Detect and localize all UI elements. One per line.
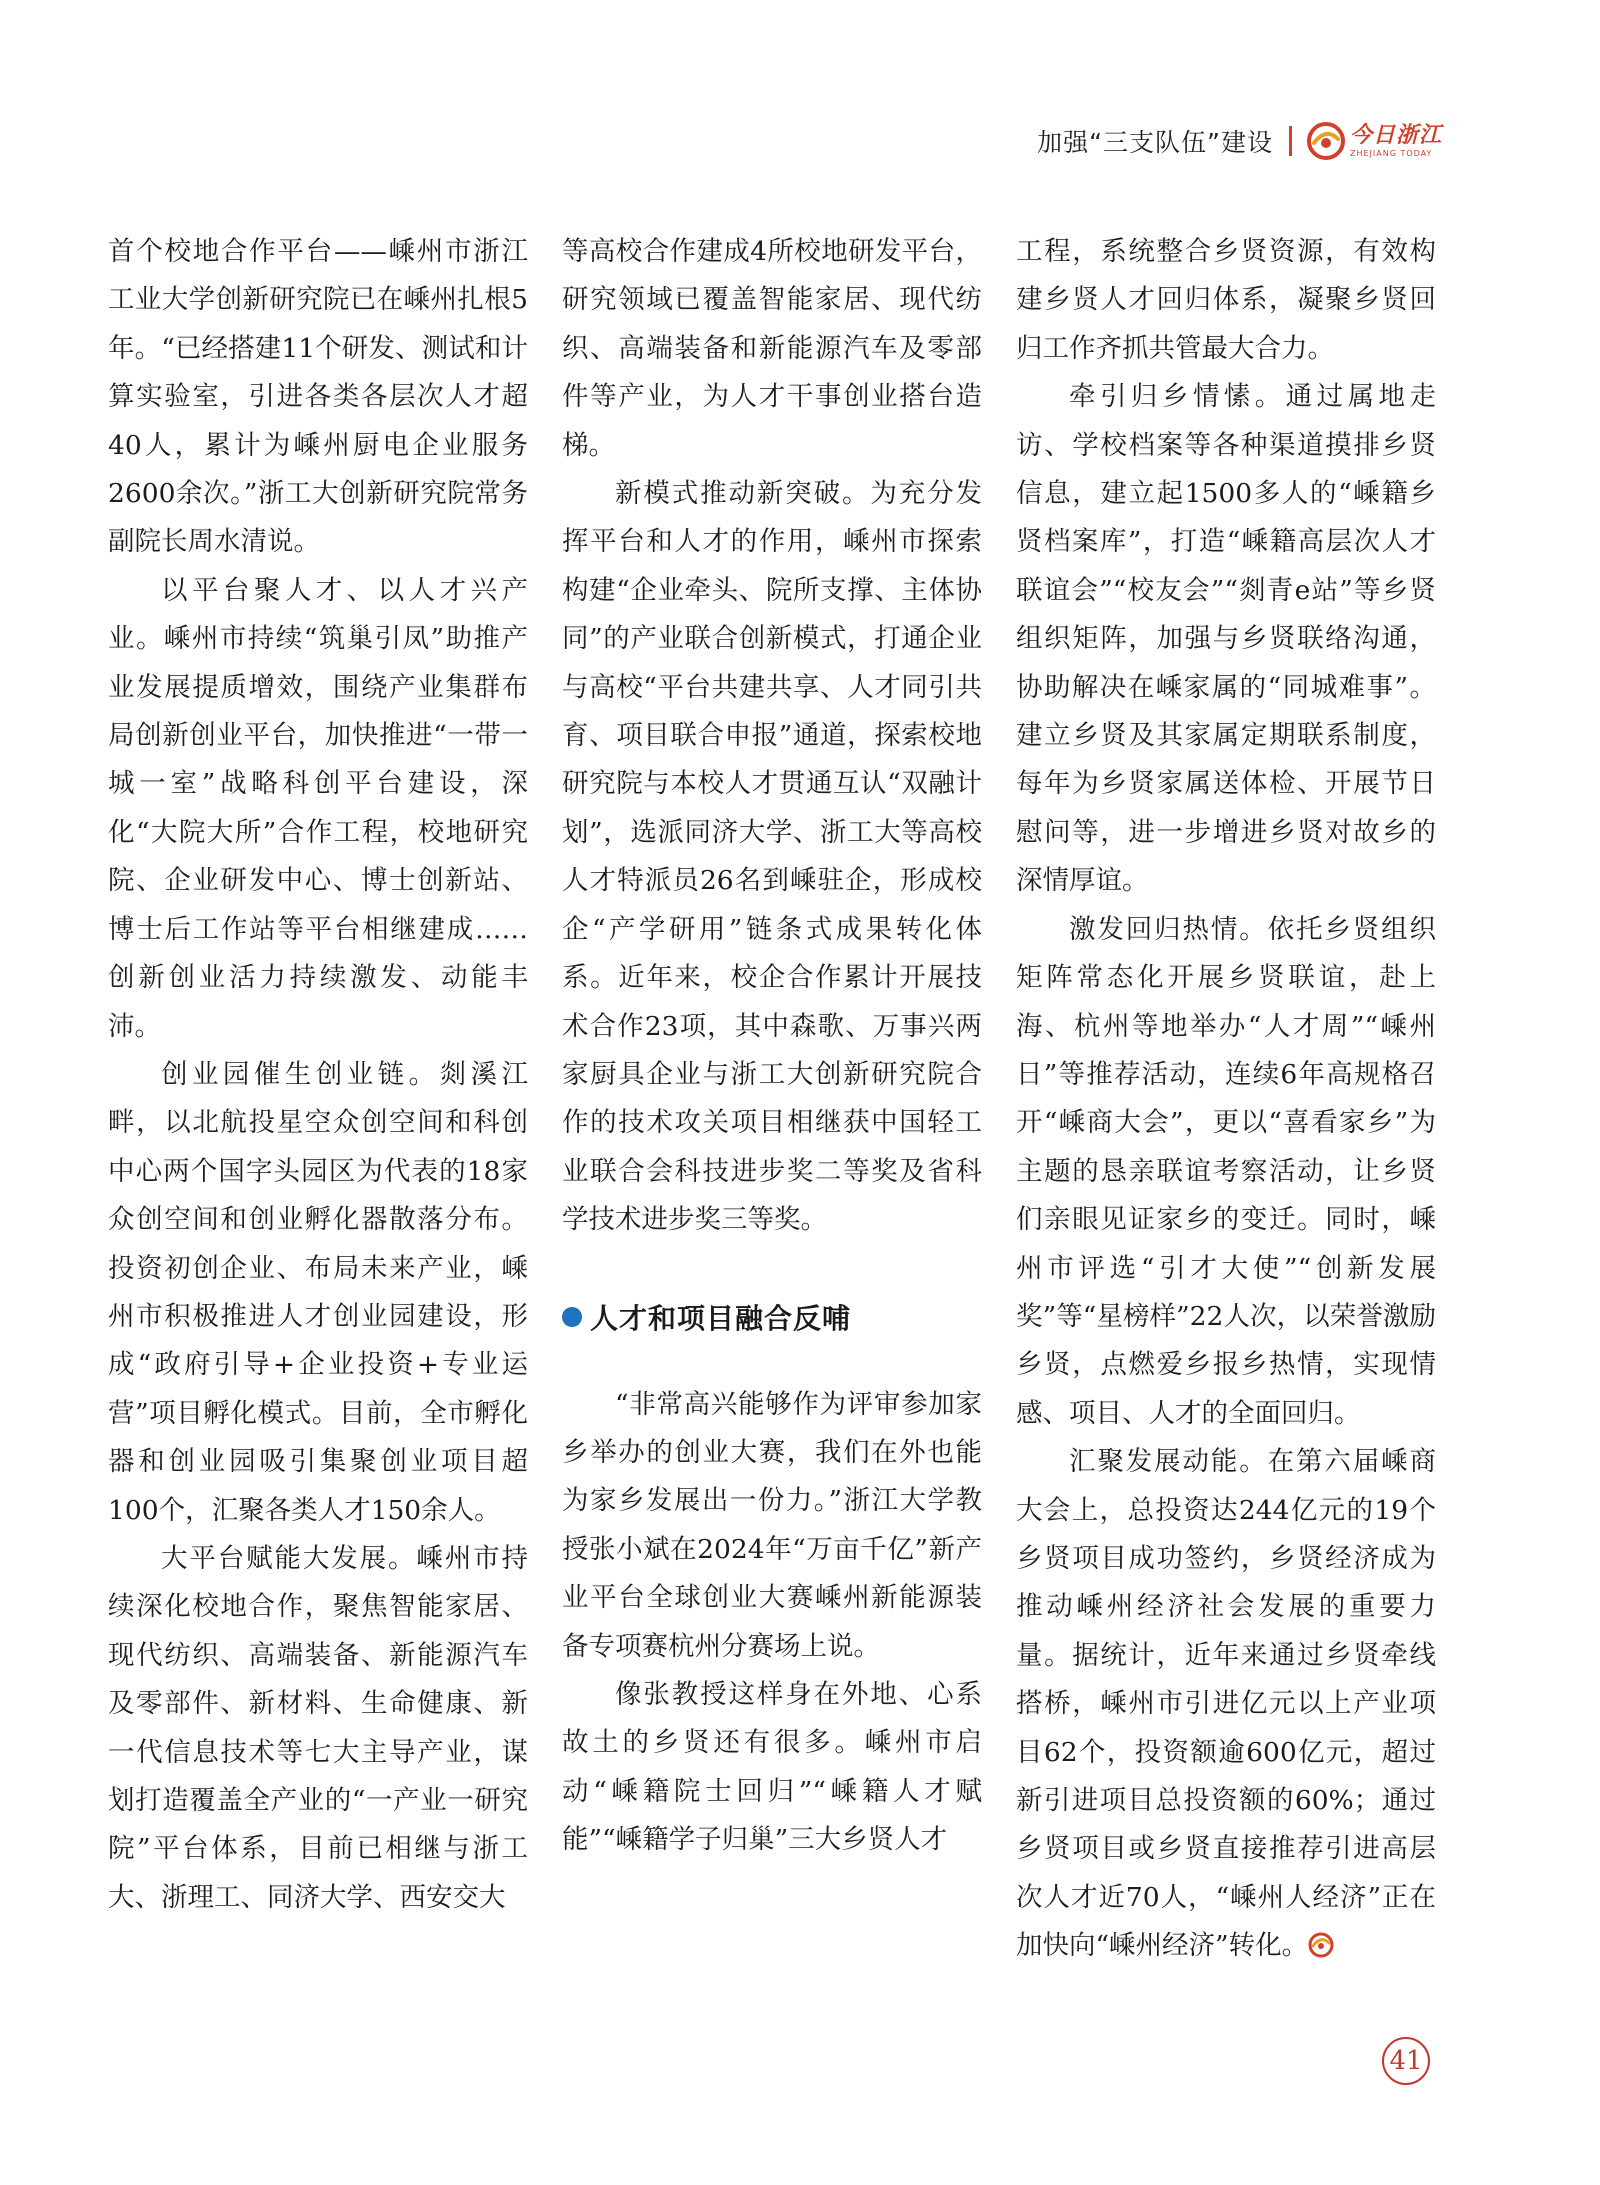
- paragraph: 以平台聚人才、以人才兴产业。嵊州市持续“筑巢引凤”助推产业发展提质增效，围绕产业集群布局创新创业平台，加快推进“一带一城一室”战略科创平台建设，深化“大院大所”合作工程，校地研究院、企业研发中心、博士创新站、博士后工作站等平台相继建成……创新创业活力持续激发、动能丰沛。: [108, 574, 528, 1042]
- column-2: [562, 228, 982, 1865]
- section-heading-text: 人才和项目融合反哺: [590, 1301, 852, 1335]
- paragraph: 等高校合作建成4所校地研发平台，研究领域已覆盖智能家居、现代纺织、高端装备和新能源汽车及零部件等产业，为人才干事创业搭台造梯。: [562, 236, 982, 461]
- column-3: [1016, 228, 1436, 1971]
- column-1: [108, 228, 528, 1922]
- header-divider: [1289, 126, 1292, 156]
- paragraph: 大平台赋能大发展。嵊州市持续深化校地合作，聚焦智能家居、现代纺织、高端装备、新能源汽车及零部件、新材料、生命健康、新一代信息技术等七大主导产业，谋划打造覆盖全产业的“一产业一研究院”平台体系，目前已相继与浙工大、浙理工、同济大学、西安交大: [108, 1542, 528, 1913]
- page-header: [1037, 118, 1442, 164]
- paragraph: 新模式推动新突破。为充分发挥平台和人才的作用，嵊州市探索构建“企业牵头、院所支撑、主体协同”的产业联合创新模式，打通企业与高校“平台共建共享、人才同引共育、项目联合申报”通道，探索校地研究院与本校人才贯通互认“双融计划”，选派同济大学、浙工大等高校人才特派员26名到嵊驻企，形成校企“产学研用”链条式成果转化体系。近年来，校企合作累计开展技术合作23项，其中森歌、万事兴两家厨具企业与浙工大创新研究院合作的技术攻关项目相继获中国轻工业联合会科技进步奖二等奖及省科学技术进步奖三等奖。: [562, 478, 982, 1236]
- logo-chinese-text: 今日浙江: [1349, 123, 1442, 148]
- section-heading: [562, 1293, 982, 1341]
- paragraph: 首个校地合作平台——嵊州市浙江工业大学创新研究院已在嵊州扎根5年。“已经搭建11个研发、测试和计算实验室，引进各类各层次人才超40人，累计为嵊州厨电企业服务2600余次。”浙工大创新研究院常务副院长周水清说。: [108, 236, 528, 558]
- logo-english-text: ZHEJIANG TODAY: [1349, 149, 1433, 158]
- magazine-logo: [1306, 121, 1442, 161]
- page-number: 41: [1382, 2037, 1430, 2085]
- paragraph: 像张教授这样身在外地、心系故土的乡贤还有很多。嵊州市启动“嵊籍院士回归”“嵊籍人才赋能”“嵊籍学子归巢”三大乡贤人才: [562, 1678, 982, 1856]
- paragraph: 激发回归热情。依托乡贤组织矩阵常态化开展乡贤联谊，赴上海、杭州等地举办“人才周”“嵊州日”等推荐活动，连续6年高规格召开“嵊商大会”，更以“喜看家乡”为主题的恳亲联谊考察活动，让乡贤们亲眼见证家乡的变迁。同时，嵊州市评选“引才大使”“创新发展奖”等“星榜样”22人次，以荣誉激励乡贤，点燃爱乡报乡热情，实现情感、项目、人才的全面回归。: [1016, 913, 1436, 1429]
- paragraph: 牵引归乡情愫。通过属地走访、学校档案等各种渠道摸排乡贤信息，建立起1500多人的“嵊籍乡贤档案库”，打造“嵊籍高层次人才联谊会”“校友会”“剡青e站”等乡贤组织矩阵，加强与乡贤联络沟通，协助解决在嵊家属的“同城难事”。建立乡贤及其家属定期联系制度，每年为乡贤家属送体检、开展节日慰问等，进一步增进乡贤对故乡的深情厚谊。: [1016, 381, 1436, 897]
- article-body: [108, 228, 1436, 2008]
- article-end-logo-icon: [1308, 1932, 1334, 1958]
- paragraph-last: [1016, 1438, 1436, 1970]
- paragraph: “非常高兴能够作为评审参加家乡举办的创业大赛，我们在外也能为家乡发展出一份力。”浙江大学教授张小斌在2024年“万亩千亿”新产业平台全球创业大赛嵊州新能源装备专项赛杭州分赛场上说。: [562, 1388, 982, 1662]
- section-header-title: 加强“三支队伍”建设: [1037, 128, 1273, 157]
- paragraph-text: 汇聚发展动能。在第六届嵊商大会上，总投资达244亿元的19个乡贤项目成功签约，乡贤经济成为推动嵊州经济社会发展的重要力量。据统计，近年来通过乡贤牵线搭桥，嵊州市引进亿元以上产业项目62个，投资额逾600亿元，超过新引进项目总投资额的60%；通过乡贤项目或乡贤直接推荐引进高层次人才近70人，“嵊州人经济”正在加快向“嵊州经济”转化。: [1016, 1446, 1436, 1962]
- bullet-dot-icon: [562, 1307, 582, 1327]
- paragraph: 创业园催生创业链。剡溪江畔，以北航投星空众创空间和科创中心两个国字头园区为代表的18家众创空间和创业孵化器散落分布。投资初创企业、布局未来产业，嵊州市积极推进人才创业园建设，形成“政府引导+企业投资+专业运营”项目孵化模式。目前，全市孵化器和创业园吸引集聚创业项目超100个，汇聚各类人才150余人。: [108, 1058, 528, 1526]
- zhejiang-today-logo-icon: [1306, 121, 1346, 161]
- paragraph: 工程，系统整合乡贤资源，有效构建乡贤人才回归体系，凝聚乡贤回归工作齐抓共管最大合力。: [1016, 236, 1436, 364]
